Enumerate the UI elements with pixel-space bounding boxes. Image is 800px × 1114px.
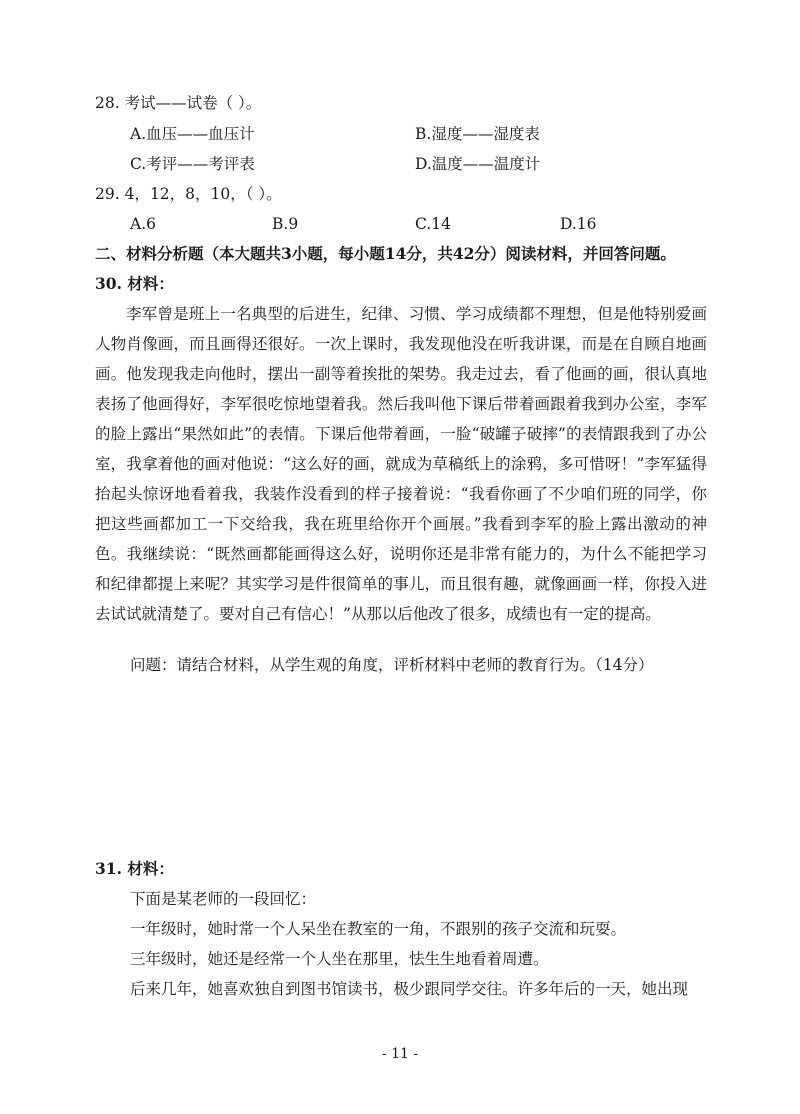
q29-stem: 29. 4，12，8，10，（ ）。	[95, 185, 282, 203]
q28-stem: 28. 考试——试卷（ ）。	[95, 94, 262, 112]
q31-line-3: 三年级时，她还是经常一个人坐在那里，怯生生地看着周遭。	[130, 950, 549, 968]
page-number: - 11 -	[381, 1046, 419, 1062]
q31-line-2: 一年级时，她时常一个人呆坐在教室的一角，不跟别的孩子交流和玩耍。	[130, 920, 627, 938]
q28-option-d: D.温度——温度计	[415, 155, 541, 173]
q29-option-d: D.16	[560, 215, 597, 233]
q29-option-c: C.14	[415, 215, 451, 233]
q29-option-a: A.6	[130, 215, 156, 233]
q30-material: 李军曾是班上一名典型的后进生，纪律、习惯、学习成绩都不理想，但是他特别爱画人物肖像画，而且画得还很好。一次上课时，我发现他没在听我讲课，而是在自顾自地画画。他发现我走向他时，摆出一副等着挨批的架势。我走过去，看了他画的画，很认真地表扬了他画得好，李军很吃惊地望着我。然后我叫他下课后带着画跟着我到办公室，李军的脸上露出“果然如此”的表情。下课后他带着画，一脸“破罐子破摔”的表情跟我到了办公室，我拿着他的画对他说：“这么好的画，就成为草稿纸上的涂鸦，多可惜呀！”李军猛得抬起头惊讶地看着我，我装作没看到的样子接着说：“我看你画了不少咱们班的同学，你把这些画都加工一下交给我，我在班里给你开个画展。”我看到李军的脸上露出激动的神色。我继续说：“既然画都能画得这么好，说明你还是非常有能力的，为什么不能把学习和纪律都提上来呢？其实学习是件很简单的事儿，而且很有趣，就像画画一样，你投入进去试试就清楚了。要对自己有信心！”从那以后他改了很多，成绩也有一定的提高。	[95, 305, 707, 623]
q28-option-a: A.血压——血压计	[130, 125, 255, 143]
q28-option-b: B.湿度——湿度表	[415, 125, 540, 143]
q31-label: 31. 材料：	[95, 859, 174, 878]
q31-line-4: 后来几年，她喜欢独自到图书馆读书，极少跟同学交往。许多年后的一天，她出现	[130, 980, 689, 998]
q30-label: 30. 材料：	[95, 274, 174, 293]
q31-line-1: 下面是某老师的一段回忆：	[130, 890, 317, 908]
q28-option-c: C.考评——考评表	[130, 155, 255, 173]
section-heading: 二、材料分析题（本大题共3小题，每小题14分，共42分）阅读材料，并回答问题。	[95, 244, 676, 263]
q29-option-b: B.9	[272, 215, 299, 233]
q30-question: 问题：请结合材料，从学生观的角度，评析材料中老师的教育行为。（14分）	[130, 656, 654, 674]
